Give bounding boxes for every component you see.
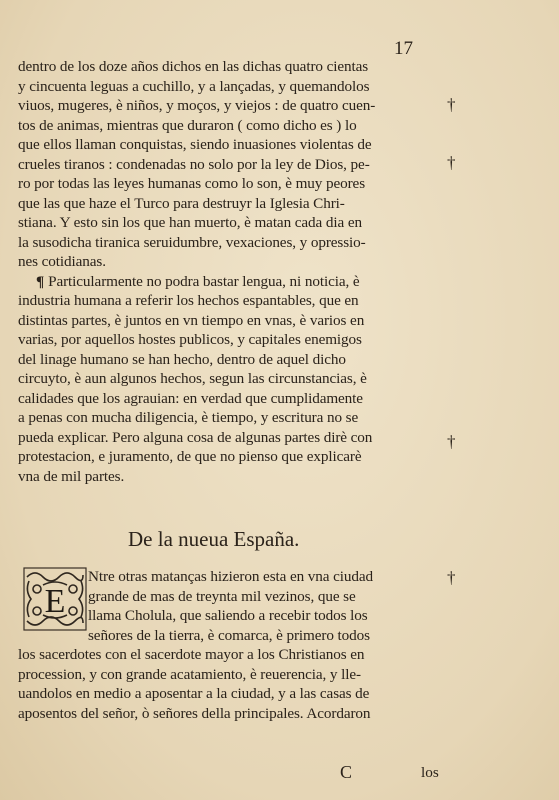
text-line: aposentos del señor, ò señores della principales. Acordaron bbox=[18, 704, 371, 722]
text-line: stiana. Y esto sin los que han muerto, è matan cada dia en bbox=[18, 214, 362, 231]
marginal-dagger: † bbox=[447, 95, 456, 114]
text-line: y cincuenta leguas a cuchillo, y a lançadas, y quemandolos bbox=[18, 77, 370, 95]
text-line: a penas con mucha diligencia, è tiempo, y escritura no se bbox=[18, 409, 359, 426]
text-line: varias, por aquellos hostes publicos, y capitales enemigos bbox=[18, 331, 362, 348]
text-line: señores de la tierra, è comarca, è primero todos bbox=[88, 626, 370, 644]
text-line: los sacerdotes con el sacerdote mayor a los Christianos en bbox=[18, 646, 365, 663]
text-line bbox=[18, 272, 448, 292]
text-line-content: Particularmente no podra bastar lengua, ni noticia, è bbox=[48, 272, 360, 290]
text-line: Ntre otras matanças hizieron esta en vna ciudad bbox=[88, 568, 374, 585]
pilcrow-mark: ¶ bbox=[36, 272, 45, 290]
text-line: industria humana a referir los hechos espantables, que en bbox=[18, 292, 359, 309]
decorated-initial bbox=[23, 567, 101, 637]
marginal-dagger: † bbox=[447, 432, 456, 451]
text-line: crueles tiranos : condenadas no solo por la ley de Dios, pe- bbox=[18, 155, 370, 173]
text-line: llama Cholula, que saliendo a recebir todos los bbox=[88, 607, 368, 624]
marginal-dagger: † bbox=[447, 153, 456, 172]
text-line: viuos, mugeres, è niños, y moços, y viejos : de quatro cuen- bbox=[18, 97, 376, 114]
text-line: vna de mil partes. bbox=[18, 467, 125, 485]
text-line: tos de animas, mientras que duraron ( como dicho es ) lo bbox=[18, 116, 357, 134]
text-line: calidades que los agrauian: en verdad que cumplidamente bbox=[18, 389, 363, 407]
text-line: que ellos llaman conquistas, siendo inuasiones violentas de bbox=[18, 136, 372, 153]
text-line: circuyto, è aun algunos hechos, segun las circunstancias, è bbox=[18, 370, 367, 387]
text-line: uandolos en medio a aposentar a la ciudad, y a las casas de bbox=[18, 685, 370, 702]
page-number: 17 bbox=[394, 38, 413, 59]
marginal-dagger: † bbox=[447, 568, 456, 587]
text-line: grande de mas de treynta mil vezinos, que se bbox=[88, 587, 356, 605]
ornament-icon bbox=[23, 567, 101, 637]
text-line: pueda explicar. Pero alguna cosa de algunas partes dirè con bbox=[18, 428, 373, 446]
text-line: protestacion, e juramento, de que no pienso que explicarè bbox=[18, 448, 362, 465]
dropcap-letter: E bbox=[44, 583, 66, 620]
text-line: del linage humano se han hecho, dentro de aquel dicho bbox=[18, 350, 346, 368]
section-heading: De la nueua España. bbox=[128, 527, 300, 551]
text-line: distintas partes, è juntos en vn tiempo en vnas, è varios en bbox=[18, 311, 365, 329]
text-line: procession, y con grande acatamiento, è reuerencia, y lle- bbox=[18, 665, 361, 683]
catchword: los bbox=[421, 764, 439, 781]
paragraph-3 bbox=[18, 567, 448, 723]
text-line: nes cotidianas. bbox=[18, 253, 106, 270]
text-line: dentro de los doze años dichos en las dichas quatro cientas bbox=[18, 58, 369, 75]
signature-mark: C bbox=[340, 762, 353, 782]
text-line: que las que haze el Turco para destruyr la Iglesia Chri- bbox=[18, 194, 345, 212]
text-line: ro por todas las leyes humanas como lo son, è muy peores bbox=[18, 175, 366, 192]
text-line: la susodicha tiranica seruidumbre, vexaciones, y opressio- bbox=[18, 233, 366, 251]
paragraph-1 bbox=[18, 57, 448, 486]
